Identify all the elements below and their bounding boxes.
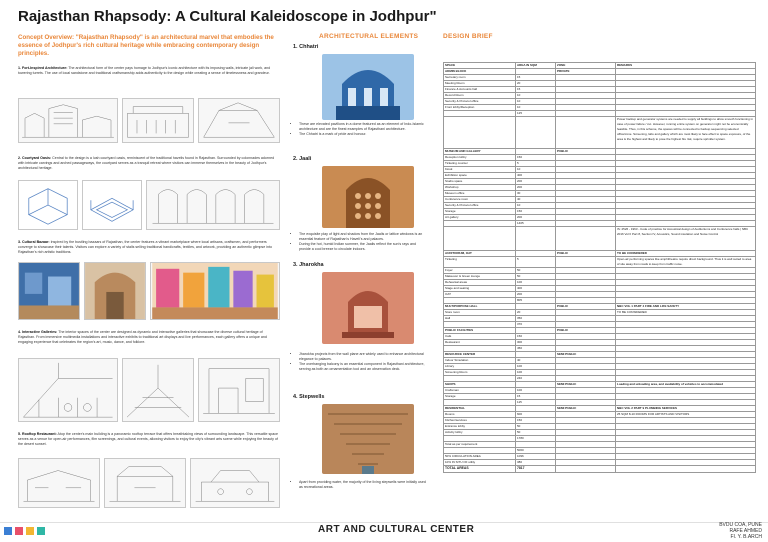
section-courtyard <box>18 156 280 171</box>
table-cell: 30 <box>516 191 556 197</box>
table-cell: 370 <box>516 322 556 328</box>
table-cell: 200 <box>516 215 556 221</box>
table-cell: 1780 <box>516 436 556 442</box>
courtyard-diagram-1 <box>18 180 78 230</box>
section-lead: 4. Interactive Galleries: <box>18 330 58 334</box>
table-cell: Store room <box>444 310 516 316</box>
jharokha-bullets <box>293 352 427 372</box>
table-cell: NBC VOL 1 PART 4 FIRE AND LIFE SAFETY <box>616 304 756 310</box>
table-cell: Library <box>444 364 516 370</box>
table-cell <box>444 227 516 251</box>
table-cell: 40 <box>516 197 556 203</box>
table-cell: Museum office <box>444 191 516 197</box>
table-cell: OAT <box>444 292 516 298</box>
footer-divider <box>0 522 768 523</box>
total-row <box>444 466 756 473</box>
column-header: SPACE <box>444 63 516 69</box>
bazaar-photo-3 <box>150 262 280 320</box>
table-cell: Exhibition space <box>444 173 516 179</box>
chhatri-title: 1. Chhatri <box>293 44 319 50</box>
total-value: 7817 <box>516 466 556 473</box>
section-fort <box>18 66 280 76</box>
table-cell: Security & Protocol office <box>444 99 516 105</box>
table-cell: 50 <box>516 430 556 436</box>
rooftop-sketch-2 <box>104 458 186 508</box>
table-cell: Foyer <box>444 268 516 274</box>
jharokha-image <box>322 272 414 344</box>
table-cell: Storage <box>444 209 516 215</box>
section-text: Central to the design is a lush courtyard oasis, reminiscent of the traditional havelis found in Rajasthan. Surrounded by colonnades adorned with intricate carvings and arched passageways, the courtyard serves as a tranquil retreat where visitors can immerse themselves in the beauty of Jodhpur's architectural heritage. <box>18 156 275 170</box>
table-cell: Open-air performing spaces like amphitheatre require direct background. Thus it is well suited to area of site away from roads to keep from traffic noise. <box>616 257 756 268</box>
table-cell: 50 <box>516 424 556 430</box>
table-cell: 10 <box>516 203 556 209</box>
section-lead: 5. Rooftop Restaurant: <box>18 432 57 436</box>
table-cell <box>516 117 556 149</box>
table-cell: Café <box>444 334 516 340</box>
table-cell: 10 <box>516 93 556 99</box>
table-cell: Kiosk <box>444 167 516 173</box>
gallery-sketch-3 <box>198 358 280 422</box>
table-cell: 20 <box>516 81 556 87</box>
chhatri-bullets <box>293 122 427 137</box>
color-square <box>26 527 34 535</box>
credit-line: BVDU COA, PUNE <box>719 522 762 528</box>
table-cell: 100 <box>516 364 556 370</box>
table-cell <box>444 117 516 149</box>
bullet-item: • During the hot, humid Indian summer, the Jaalis reflect the sun's rays and provide a cool breeze to circulate indoors. <box>299 242 427 252</box>
table-cell: Meeting Room <box>444 81 516 87</box>
table-cell: 200 <box>516 292 556 298</box>
table-cell: Restaurant <box>444 340 516 346</box>
bazaar-photo-2 <box>84 262 146 320</box>
table-row <box>444 117 756 149</box>
table-cell: Kitchen/services <box>444 418 516 424</box>
fort-sketch-1 <box>18 98 118 143</box>
jaali-image <box>322 166 414 228</box>
table-cell: AUDITORIUM, OAT <box>444 251 516 257</box>
credit-line: FI. Y. B.ARCH <box>730 534 762 540</box>
credits <box>719 522 762 540</box>
table-cell: 20 <box>516 310 556 316</box>
table-cell: Activity lobby <box>444 430 516 436</box>
table-cell: 600 <box>516 412 556 418</box>
design-brief-body <box>444 63 756 473</box>
table-cell: PUBLIC <box>556 328 616 334</box>
table-cell: PRIVATE <box>556 69 616 75</box>
table-cell <box>616 466 756 473</box>
bullet-item: • Jharokha projects from the wall plane are widely used to enhance architectural elegance to palaces. <box>299 352 427 362</box>
table-cell: 10 <box>516 99 556 105</box>
courtyard-sketch <box>146 180 280 230</box>
page-title: Rajasthan Rhapsody: A Cultural Kaleidoscope in Jodhpur" <box>18 8 437 25</box>
table-cell: 5060 <box>516 448 556 454</box>
table-cell <box>556 257 616 268</box>
table-cell: Entrance lobby <box>444 424 516 430</box>
section-text: The interior spaces of the center are designed as dynamic and interactive galleries that showcase the diverse cultural heritage of Rajasthan. From immersive multimedia installations and interactive exhibits to traditional art displays and live performances, each gallery offers a unique and engaging experience that celebrates the region's art, music, dance, and folklore. <box>18 330 267 344</box>
color-square <box>15 527 23 535</box>
table-cell: 10% IN SITU OF utility <box>444 460 516 466</box>
table-cell: Rehearsal areas <box>444 280 516 286</box>
table-cell: Security & Protocol office <box>444 203 516 209</box>
color-square <box>4 527 12 535</box>
table-cell: 50% CIRCULATION AREA <box>444 454 516 460</box>
table-cell: 150 <box>516 334 556 340</box>
gallery-sketch-2 <box>122 358 194 422</box>
color-square <box>37 527 45 535</box>
bullet-item: • Apart from providing water, the majority of the living stepwells were initially used as recreational areas. <box>299 480 427 490</box>
footer-title: ART AND CULTURAL CENTER <box>318 524 475 535</box>
section-bazaar <box>18 240 280 255</box>
table-cell: 200 <box>516 179 556 185</box>
table-cell: SEMI PUBLIC <box>556 406 616 412</box>
table-cell: Power backup and generator systems are needed to supply all buildings to allow smooth functioning in case of power failure / cut. However, running entire system on generator might not be economically feasible. Thus, in this scheme, the spaces will be connected to backup sequencing selected office/zone. Screening, labs and gallery which are most likely to face effect to space exposure, of the area is the highest and likely to pose the highest fire risk, require sprinkler system. <box>616 117 756 149</box>
column-header: REMARKS <box>616 63 756 69</box>
courtyard-diagram-2 <box>82 180 142 230</box>
table-cell: 200 <box>516 185 556 191</box>
section-rooftop <box>18 432 280 447</box>
table-cell: 400 <box>516 173 556 179</box>
table-cell: 400 <box>516 286 556 292</box>
table-cell: Art gallery <box>444 215 516 221</box>
stepwells-title: 4. Stepwells <box>293 394 325 400</box>
chhatri-image <box>322 54 414 120</box>
credit-line: RAFE AHMED <box>729 528 762 534</box>
concept-overview: Concept Overview: "Rajasthan Rhapsody" is an architectural marvel that embodies the essence of Jodhpur's rich cultural heritage while embracing contemporary design principles. <box>18 34 274 57</box>
bullet-item: • The exquisite play of light and shadow from the Jaalis or lattice windows is an essential feature of Rajasthan's Haveli's and palaces. <box>299 232 427 242</box>
table-cell: TO BE CONSIDERED <box>616 310 756 316</box>
table-cell: 1405 <box>516 221 556 227</box>
table-cell: ADMIN BLOCK <box>444 69 516 75</box>
jaali-bullets <box>293 232 427 252</box>
table-cell <box>556 117 616 149</box>
table-cell: 300 <box>516 340 556 346</box>
stepwells-bullets <box>293 480 427 490</box>
section-lead: 2. Courtyard Oasis: <box>18 156 52 160</box>
table-cell: 1096 <box>516 454 556 460</box>
table-cell: 380 <box>516 460 556 466</box>
table-cell: PUBLIC FACILITIES <box>444 328 516 334</box>
table-cell: 350 <box>516 316 556 322</box>
column-header: AREA IN SQM <box>516 63 556 69</box>
architectural-elements-heading: ARCHITECTURAL ELEMENTS <box>319 33 419 40</box>
table-cell: NBC VOL 2 PART 9 PLUMBING SERVICES <box>616 406 756 412</box>
table-cell: RESIDENTIAL <box>444 406 516 412</box>
table-cell: SHOPS <box>444 382 516 388</box>
table-cell: Hall <box>444 316 516 322</box>
table-cell: 115 <box>516 400 556 406</box>
rooftop-sketch-1 <box>18 458 100 508</box>
section-text: Atop the center's main building is a panoramic rooftop terrace that offers breathtaking views of surrounding landscape. This versatile space serves as a venue for open-air performances, film screenings, and cultural events, allowing visitors to enjoy the city's vibrant arts scene while enjoying the beauty of the desert sunset. <box>18 432 279 446</box>
table-cell: 15 <box>516 394 556 400</box>
fort-sketch-2 <box>122 98 194 143</box>
table-row <box>444 257 756 268</box>
fort-sketch-3 <box>198 98 280 143</box>
table-cell: Total as per requirement <box>444 442 516 448</box>
table-cell: MULTIPURPOSE HALL <box>444 304 516 310</box>
table-cell: RESOURCE CENTER <box>444 352 516 358</box>
table-cell: IS: 2526 - 1963 - Code of practice for Acoustical design of Auditoriums and Conference halls | NBC 2016 Vol II Part 8, Section IV, Acoustics, Sound insulation and Noise Control <box>616 227 756 251</box>
jharokha-title: 3. Jharokha <box>293 262 324 268</box>
table-cell <box>556 227 616 251</box>
table-cell: 100 <box>516 370 556 376</box>
table-cell: Reception lobby <box>444 155 516 161</box>
table-cell: Storage <box>444 394 516 400</box>
table-cell: PUBLIC <box>556 251 616 257</box>
rooftop-sketch-3 <box>190 458 280 508</box>
table-cell: Conference room <box>444 197 516 203</box>
table-cell: 40 <box>516 358 556 364</box>
total-label: TOTAL AREAS <box>444 466 516 473</box>
table-cell: 50 <box>516 274 556 280</box>
table-cell: 150 <box>516 155 556 161</box>
table-cell: 25 SQM 8-10 ROOMS FOR ARTISTS AND VISITORS <box>616 412 756 418</box>
bullet-item: • The Chhatri is a mark of pride and honour. <box>299 132 427 137</box>
table-cell: 125 <box>516 111 556 117</box>
table-cell: Front lobby/Reception <box>444 105 516 111</box>
table-cell: SEMI PUBLIC <box>556 382 616 388</box>
table-cell: 10 <box>516 105 556 111</box>
table-cell: 150 <box>516 418 556 424</box>
design-brief-table <box>443 62 756 473</box>
table-cell: Stage and seating <box>444 286 516 292</box>
table-cell: Ticketing <box>444 257 516 268</box>
table-cell: Studio space <box>444 179 516 185</box>
table-cell: Record Room <box>444 93 516 99</box>
table-cell: Screening Room <box>444 370 516 376</box>
color-squares <box>4 527 45 535</box>
table-cell: Secretary room <box>444 75 516 81</box>
table-cell: MUSEUM AND GALLERY <box>444 149 516 155</box>
table-cell: 50 <box>516 268 556 274</box>
table-cell: 5 <box>516 257 556 268</box>
jaali-title: 2. Jaali <box>293 156 312 162</box>
bullet-item: • These are elevated pavilions in a dome featured as an element of Indo-Islamic architecture and are the finest examples of Rajasthani architecture. <box>299 122 427 132</box>
table-cell: Makeover & Green lounge <box>444 274 516 280</box>
gallery-sketch-1 <box>18 358 118 422</box>
table-cell: 15 <box>516 75 556 81</box>
table-cell: 15 <box>516 87 556 93</box>
table-cell <box>556 466 616 473</box>
table-cell: 100 <box>516 280 556 286</box>
table-cell: 100 <box>516 388 556 394</box>
table-cell: Craftsman <box>444 388 516 394</box>
section-galleries <box>18 330 280 345</box>
table-cell: Rooms <box>444 412 516 418</box>
design-brief-heading: DESIGN BRIEF <box>443 33 493 40</box>
column-header: ZONE <box>556 63 616 69</box>
table-cell: PUBLIC <box>556 149 616 155</box>
section-text: The architectural form of the center pays homage to Jodhpur's iconic architecture with its imposing walls, intricate jali work, and towering turrets. The use of local sandstone and traditional craftsmanship adds authenticity to the design while creating a sense of timelessness and grandeur. <box>18 66 271 75</box>
table-cell: 5 <box>516 161 556 167</box>
table-cell: 450 <box>516 346 556 352</box>
table-cell: Loading and unloading area, and availability of vehicles to accommodated <box>616 382 756 388</box>
bazaar-photo-1 <box>18 262 80 320</box>
table-cell: 150 <box>516 209 556 215</box>
bullet-item: • The overhanging balcony is an essential component in Rajasthani architecture, serving as both an ornamentation tool and an observation deck. <box>299 362 427 372</box>
table-row <box>444 227 756 251</box>
section-lead: 3. Cultural Bazaar: <box>18 240 50 244</box>
section-text: Inspired by the bustling bazaars of Rajasthan, the center features a vibrant marketplace where local artisans, craftsmen, and performers converge to showcase their talents. Visitors can explore a variety of stalls selling traditional handicrafts, textiles, and artwork, providing an authentic glimpse into Rajasthan's rich artistic traditions. <box>18 240 273 254</box>
table-cell: 10 <box>516 167 556 173</box>
table-cell <box>516 227 556 251</box>
table-cell: SEMI PUBLIC <box>556 352 616 358</box>
table-cell: TO BE CONSIDERED <box>616 251 756 257</box>
table-cell: Indoor Simulation <box>444 358 516 364</box>
table-cell: Ticketing counter <box>444 161 516 167</box>
table-cell: Finance & Accounts hall <box>444 87 516 93</box>
table-cell: 240 <box>516 376 556 382</box>
stepwells-image <box>322 404 414 474</box>
table-cell: 805 <box>516 298 556 304</box>
table-cell: Workshop <box>444 185 516 191</box>
section-lead: 1. Fort-Inspired Architecture: <box>18 66 68 70</box>
table-cell: PUBLIC <box>556 304 616 310</box>
